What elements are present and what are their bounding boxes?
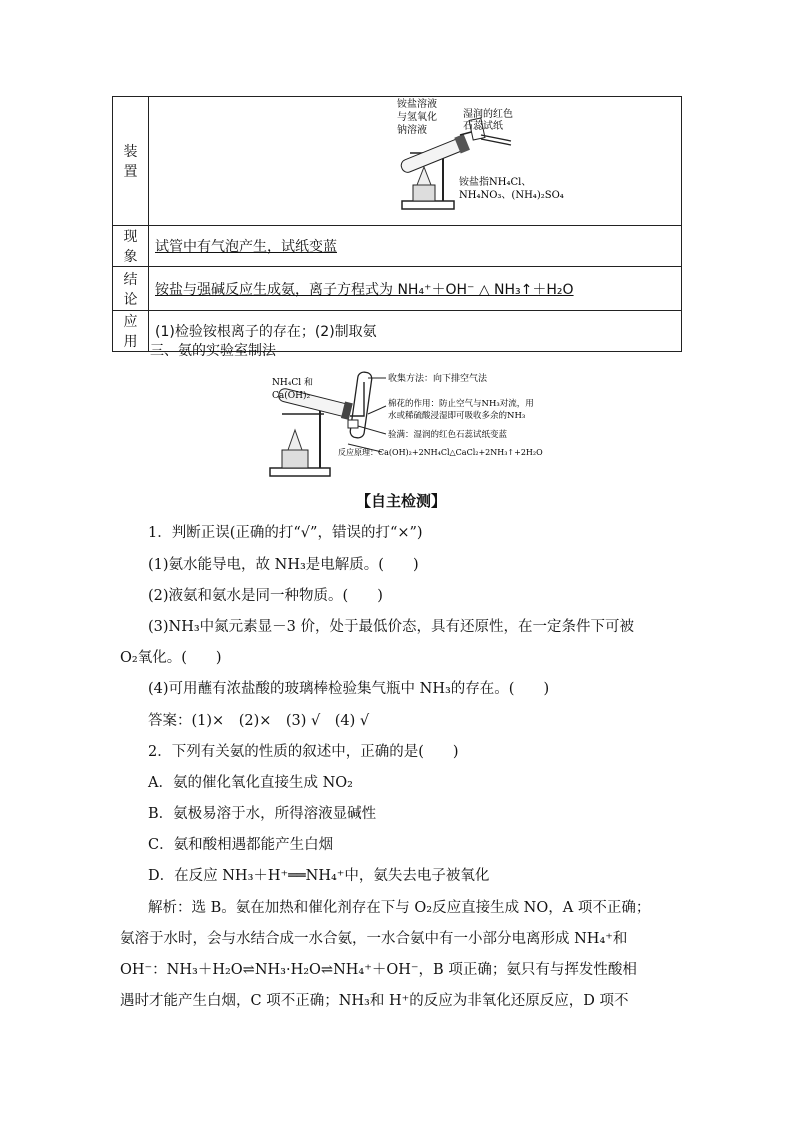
label-conclusion: 结论 [113, 267, 149, 311]
label-paper-2: 石蕊试纸 [463, 121, 503, 132]
explanation-line-4: 遇时才能产生白烟，C 项不正确；NH₃和 H⁺的反应为非氧化还原反应，D 项不 [120, 993, 629, 1009]
question-1: 1．判断正误(正确的打“√”，错误的打“×”) [148, 525, 423, 541]
explanation-line-1: 解析：选 B。氨在加热和催化剂存在下与 O₂反应直接生成 NO，A 项不正确； [148, 900, 651, 916]
fig2-principle: 反应原理：Ca(OH)₂+2NH₄Cl△CaCl₂+2NH₃↑+2H₂O [338, 448, 543, 457]
label-reagent-3: 钠溶液 [397, 125, 427, 136]
explanation-line-3: OH⁻：NH₃＋H₂O⇌NH₃·H₂O⇌NH₄⁺＋OH⁻，B 项正确；氨只有与挥发性酸相 [120, 962, 637, 978]
option-a: A．氨的催化氧化直接生成 NO₂ [148, 775, 353, 791]
option-b: B．氨极易溶于水，所得溶液显碱性 [148, 806, 377, 822]
label-paper-1: 湿润的红色 [463, 109, 513, 120]
explanation-line-2: 氨溶于水时，会与水结合成一水合氨，一水合氨中有一小部分电离形成 NH₄⁺和 [120, 931, 628, 947]
fig2-cotton-2: 水或稀硫酸浸湿即可吸收多余的NH₃ [388, 411, 526, 421]
option-c: C．氨和酸相遇都能产生白烟 [148, 837, 334, 853]
apparatus-cell [149, 97, 682, 226]
phenomenon-text: 试管中有气泡产生，试纸变蓝 [149, 226, 682, 267]
label-reagent-1: 铵盐溶液 [397, 99, 437, 110]
label-salts-1: 铵盐指NH₄Cl、 [459, 177, 532, 188]
answer-1: 答案：(1)× (2)× (3) √ (4) √ [148, 713, 370, 729]
fig2-reagent-2: Ca(OH)₂ [272, 391, 311, 401]
label-salts-2: NH₄NO₃、(NH₄)₂SO₄ [459, 190, 564, 201]
question-1-3b: O₂氧化。( ) [120, 650, 222, 666]
fig2-cotton-1: 棉花的作用：防止空气与NH₃对流，用 [388, 399, 534, 409]
label-reagent-2: 与氢氧化 [397, 112, 437, 123]
question-1-2: (2)液氨和氨水是同一种物质。( ) [148, 588, 383, 604]
fig2-test: 验满：湿润的红色石蕊试纸变蓝 [388, 430, 508, 440]
option-d: D．在反应 NH₃＋H⁺══NH₄⁺中，氨失去电子被氧化 [148, 868, 490, 884]
label-apparatus: 装置 [113, 97, 149, 226]
self-check-heading: 【自主检测】 [356, 492, 447, 510]
fig2-reagent-1: NH₄Cl 和 [272, 378, 313, 388]
experiment-table [112, 96, 682, 352]
question-2: 2．下列有关氨的性质的叙述中，正确的是( ) [148, 744, 459, 760]
label-application: 应用 [113, 311, 149, 352]
question-1-3a: (3)NH₃中氮元素显－3 价，处于最低价态，具有还原性，在一定条件下可被 [148, 619, 635, 635]
question-1-4: (4)可用蘸有浓盐酸的玻璃棒检验集气瓶中 NH₃的存在。( ) [148, 681, 550, 697]
fig2-collect: 收集方法：向下排空气法 [388, 374, 488, 384]
lab-preparation-figure [268, 368, 568, 480]
application-text: (1)检验铵根离子的存在；(2)制取氨 [149, 311, 682, 352]
label-phenomenon: 现象 [113, 226, 149, 267]
conclusion-text: 铵盐与强碱反应生成氨，离子方程式为 NH₄⁺＋OH⁻ △ NH₃↑＋H₂O [149, 267, 682, 311]
ammonium-test-apparatus-figure [155, 97, 675, 221]
section-title: 三、氨的实验室制法 [150, 343, 276, 359]
question-1-1: (1)氨水能导电，故 NH₃是电解质。( ) [148, 557, 419, 573]
